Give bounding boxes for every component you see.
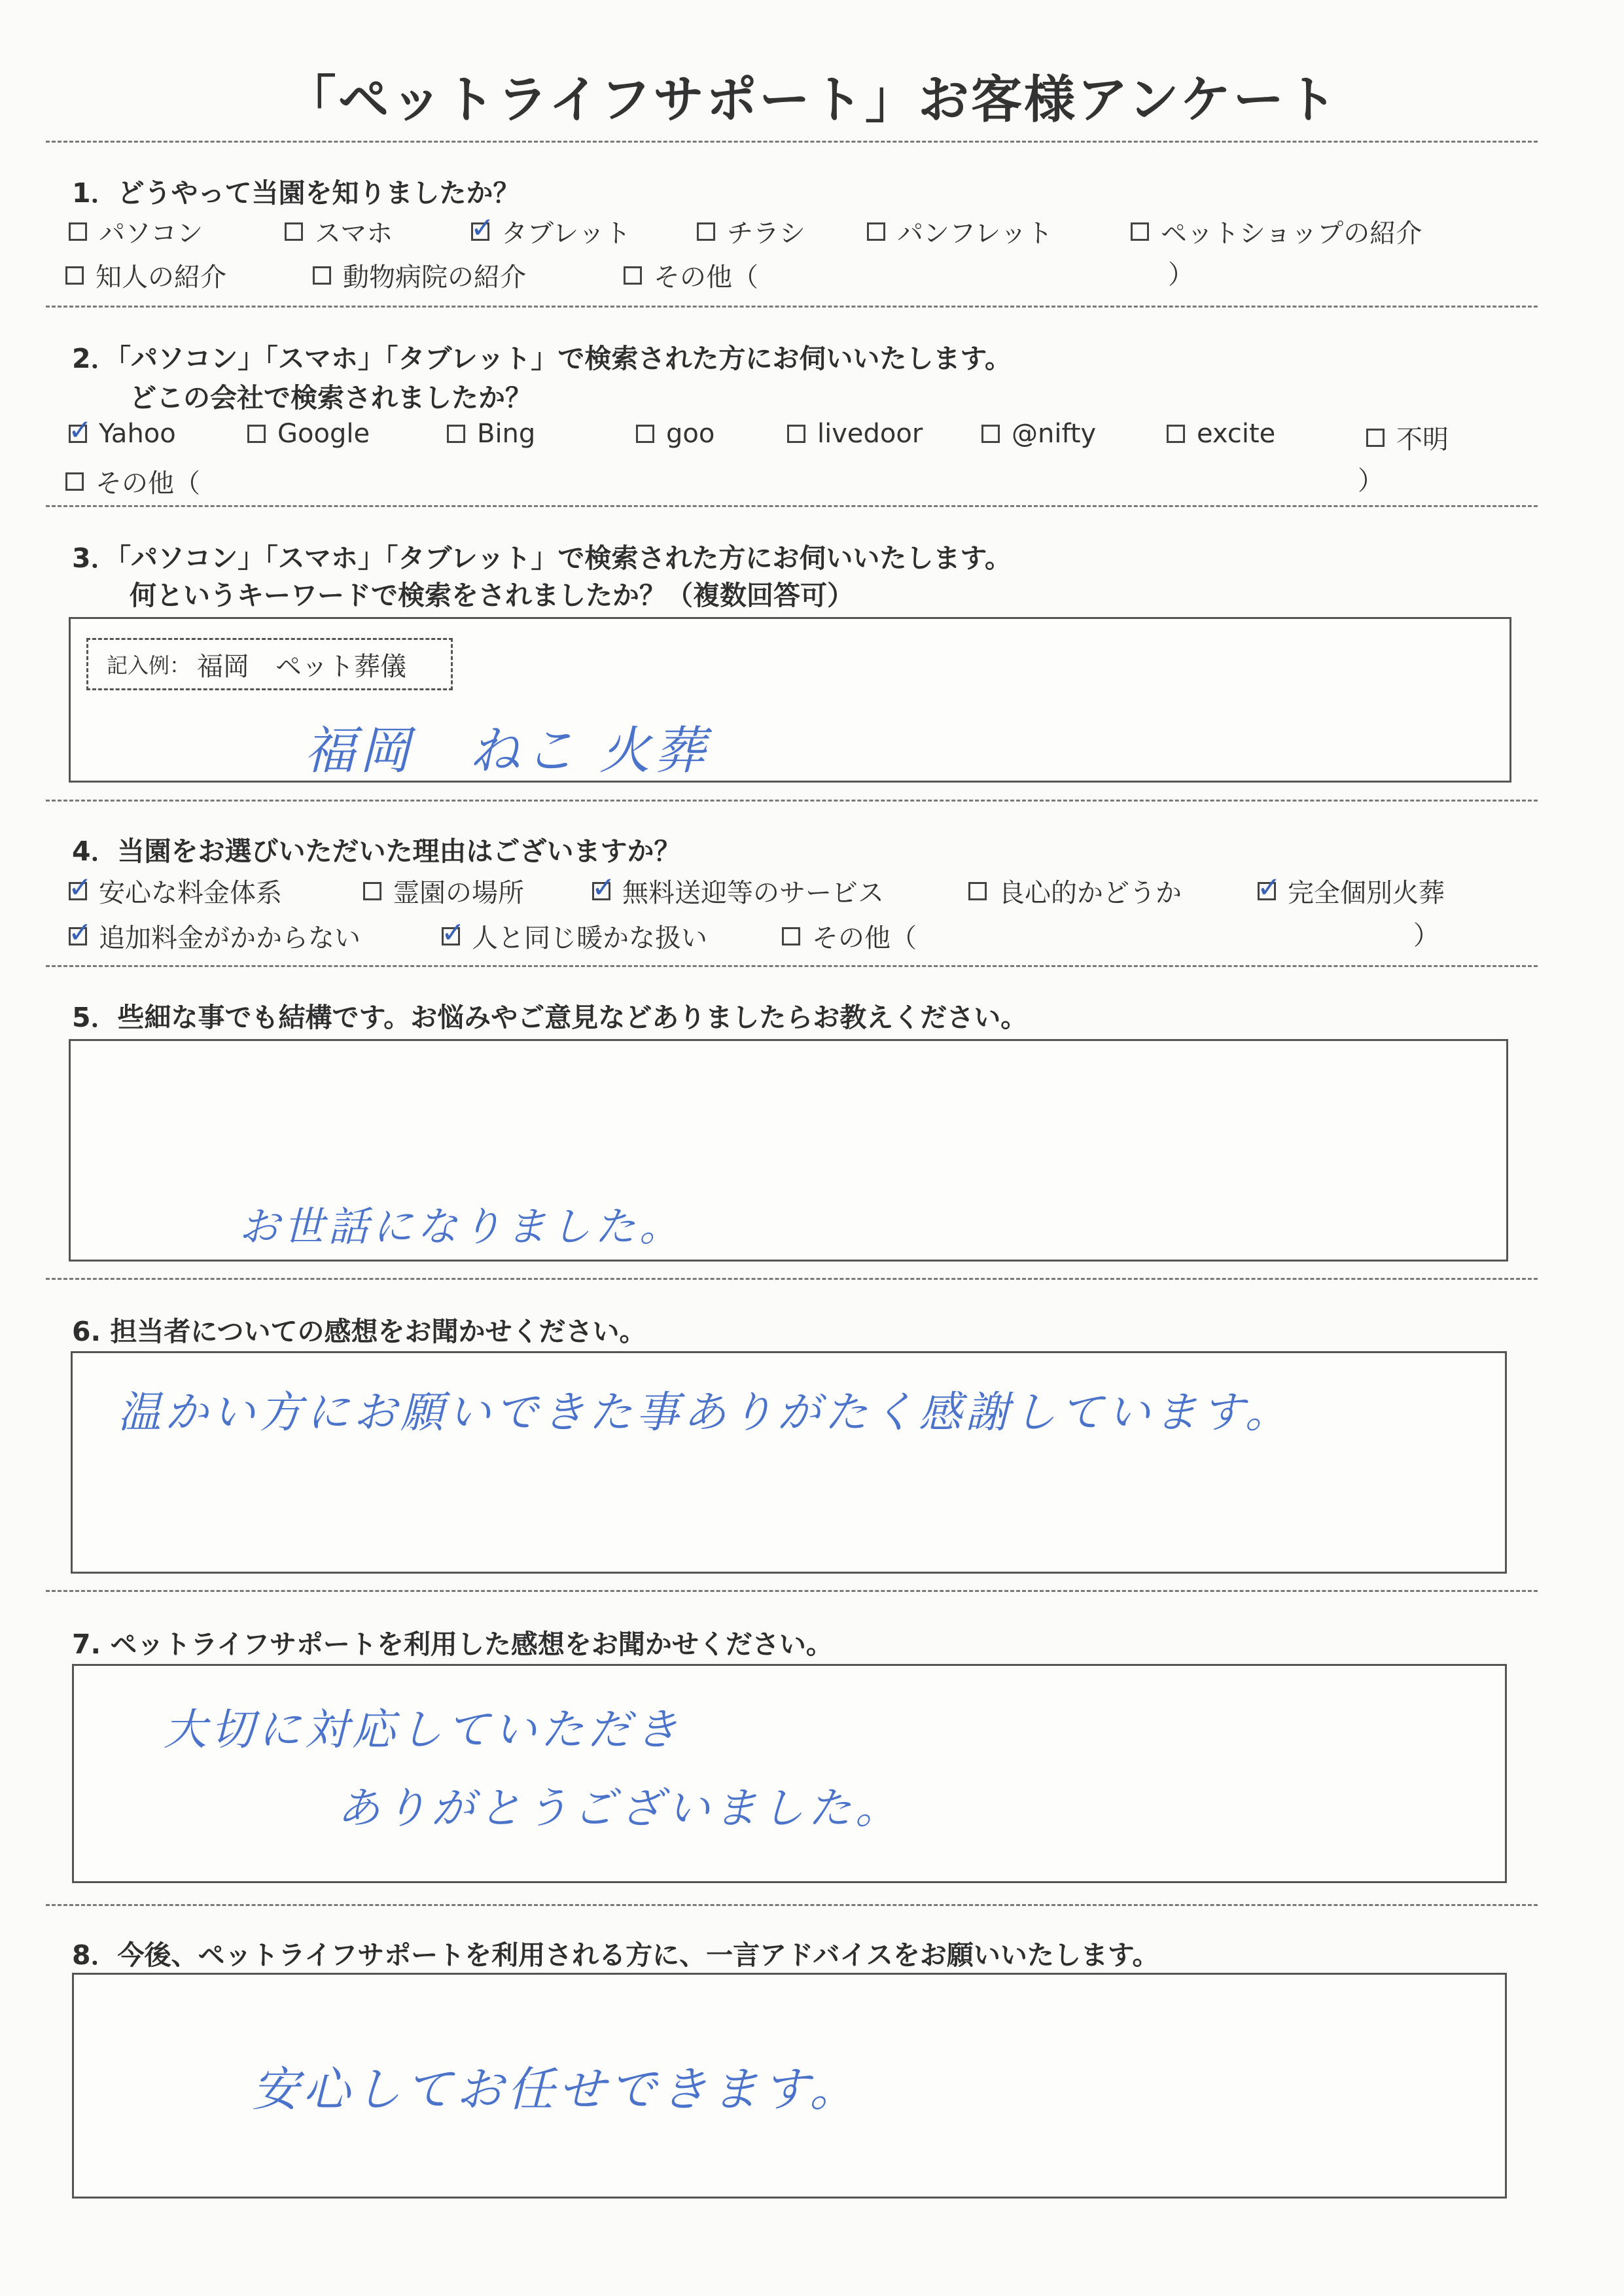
- q4-option[interactable]: ✓ 完全個別火葬: [1257, 870, 1445, 908]
- check-mark-icon: ✓: [591, 870, 616, 904]
- checkbox[interactable]: [636, 425, 654, 443]
- q2-option[interactable]: excite: [1167, 419, 1275, 449]
- q4-option[interactable]: ✓ 安心な料金体系: [68, 870, 282, 908]
- q2-option[interactable]: livedoor: [787, 419, 923, 449]
- q1-option[interactable]: ✓ タブレット: [470, 211, 631, 249]
- q1-option[interactable]: パソコン: [69, 213, 203, 250]
- checkbox[interactable]: [981, 425, 1000, 443]
- divider: [46, 1904, 1538, 1906]
- q2-option[interactable]: @nifty: [981, 419, 1096, 449]
- q4-option[interactable]: 霊園の場所: [363, 872, 524, 910]
- checkbox[interactable]: [1131, 222, 1149, 241]
- q2-option[interactable]: 不明: [1366, 419, 1449, 456]
- q4-option[interactable]: 良心的かどうか: [968, 872, 1182, 910]
- q5-handwritten-answer: お世話になりました。: [239, 1203, 684, 1250]
- q1-option-other[interactable]: その他（: [624, 256, 758, 294]
- checkbox[interactable]: [624, 266, 642, 285]
- q2-option[interactable]: goo: [636, 419, 715, 449]
- q1-question: 1．どうやって当園を知りましたか？: [72, 177, 520, 209]
- q7-question: 7. ペットライフサポートを利用した感想をお聞かせください。: [72, 1629, 833, 1660]
- checkbox[interactable]: [69, 222, 87, 241]
- q1-option[interactable]: 知人の紹介: [65, 256, 226, 294]
- checkbox[interactable]: [285, 222, 303, 241]
- q4-option[interactable]: ✓ 無料送迎等のサービス: [591, 870, 884, 908]
- checkbox[interactable]: [867, 222, 885, 241]
- q3-handwritten-answer: 福岡 ねこ 火葬: [304, 722, 709, 781]
- checkbox[interactable]: [591, 870, 616, 904]
- checkbox[interactable]: [363, 882, 381, 900]
- q1-option[interactable]: ペットショップの紹介: [1131, 213, 1422, 250]
- divider: [46, 965, 1538, 967]
- checkbox[interactable]: [65, 266, 84, 285]
- q8-handwritten-answer: 安心してお任せできます。: [252, 2062, 861, 2117]
- checkbox[interactable]: [968, 882, 987, 900]
- divider: [46, 306, 1538, 308]
- q4-question: 4．当園をお選びいただいた理由はございますか？: [72, 836, 681, 867]
- q4-option-other[interactable]: その他（: [782, 917, 917, 955]
- check-mark-icon: ✓: [68, 870, 92, 904]
- q2-option[interactable]: Google: [247, 419, 370, 449]
- checkbox[interactable]: [65, 472, 84, 491]
- divider: [46, 505, 1538, 507]
- q1-option[interactable]: パンフレット: [867, 213, 1053, 250]
- q6-handwritten-answer: 温かい方にお願いできた事ありがたく感謝しています。: [118, 1387, 1292, 1438]
- q2-question-line2: どこの会社で検索されましたか？: [130, 382, 532, 414]
- q4-option[interactable]: ✓ 人と同じ暖かな扱い: [441, 915, 707, 953]
- q7-handwritten-answer-line1: 大切に対応していただき: [164, 1704, 682, 1755]
- checkbox[interactable]: [1257, 870, 1281, 904]
- checkbox[interactable]: [68, 915, 92, 949]
- close-paren: ）: [1358, 466, 1384, 496]
- checkbox[interactable]: [470, 211, 495, 245]
- q2-option-other[interactable]: その他（: [65, 463, 200, 500]
- checkbox[interactable]: [447, 425, 465, 443]
- q5-question: 5．些細な事でも結構です。お悩みやご意見などありましたらお教えください。: [72, 1002, 1028, 1033]
- checkbox[interactable]: [441, 915, 465, 949]
- close-paren: ）: [1413, 921, 1439, 951]
- q6-question: 6. 担当者についての感想をお聞かせください。: [72, 1316, 646, 1347]
- checkbox[interactable]: [1366, 429, 1385, 447]
- divider: [46, 1590, 1538, 1592]
- q2-question-line1: 2．「パソコン」「スマホ」「タブレット」で検索された方にお伺いいたします。: [72, 343, 1012, 374]
- check-mark-icon: ✓: [1257, 870, 1281, 904]
- checkbox[interactable]: [68, 414, 92, 447]
- check-mark-icon: ✓: [470, 211, 495, 245]
- checkbox[interactable]: [247, 425, 266, 443]
- check-mark-icon: ✓: [68, 915, 92, 949]
- q7-handwritten-answer-line2: ありがとうございました。: [337, 1783, 902, 1833]
- survey-title: 「ペットライフサポート」お客様アンケート: [285, 71, 1339, 130]
- checkbox[interactable]: [313, 266, 331, 285]
- divider: [46, 141, 1538, 143]
- q1-option[interactable]: チラシ: [697, 213, 805, 250]
- check-mark-icon: ✓: [441, 915, 465, 949]
- check-mark-icon: ✓: [68, 414, 92, 447]
- q4-option[interactable]: ✓ 追加料金がかからない: [68, 915, 361, 953]
- q3-question-line2: 何というキーワードで検索をされましたか？（複数回答可）: [130, 580, 854, 611]
- divider: [46, 800, 1538, 802]
- close-paren: ）: [1168, 260, 1194, 290]
- checkbox[interactable]: [1167, 425, 1185, 443]
- q2-option[interactable]: ✓ Yahoo: [68, 414, 176, 449]
- q2-option[interactable]: Bing: [447, 419, 535, 449]
- checkbox[interactable]: [782, 927, 800, 945]
- q3-question-line1: 3．「パソコン」「スマホ」「タブレット」で検索された方にお伺いいたします。: [72, 542, 1012, 574]
- q1-option[interactable]: スマホ: [285, 213, 393, 250]
- checkbox[interactable]: [68, 870, 92, 904]
- divider: [46, 1278, 1538, 1280]
- checkbox[interactable]: [697, 222, 715, 241]
- checkbox[interactable]: [787, 425, 805, 443]
- q8-question: 8．今後、ペットライフサポートを利用される方に、一言アドバイスをお願いいたします。: [72, 1939, 1159, 1971]
- q1-option[interactable]: 動物病院の紹介: [313, 256, 526, 294]
- q3-example: 記入例： 福岡 ペット葬儀: [86, 638, 453, 690]
